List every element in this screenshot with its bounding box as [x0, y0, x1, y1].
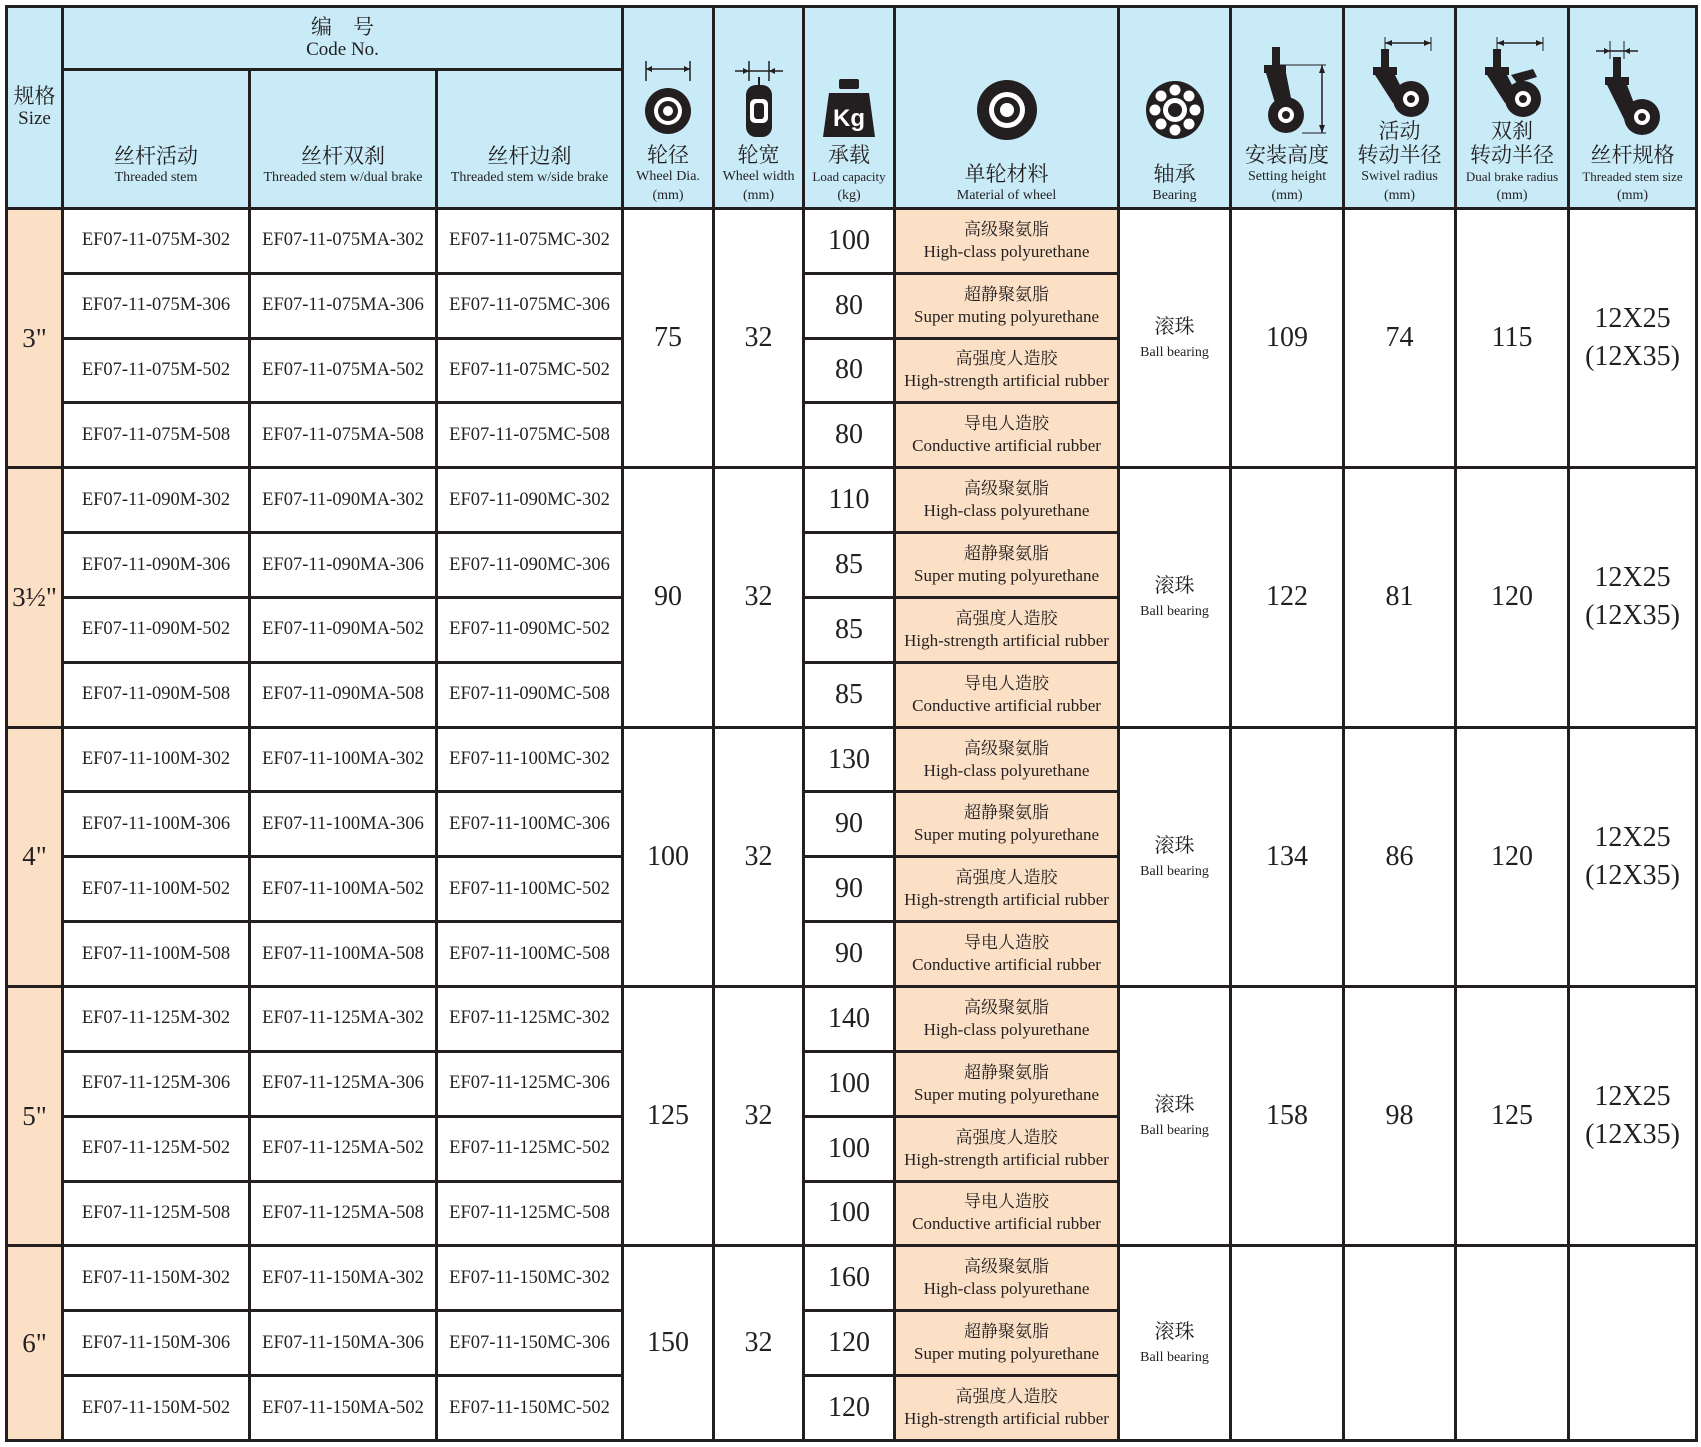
material-cell: 超静聚氨脂 Super muting polyurethane — [895, 273, 1119, 338]
code-dual-brake-cell: EF07-11-075MA-508 — [250, 403, 437, 468]
table-row — [7, 1246, 1697, 1311]
load-capacity-cell: 85 — [804, 662, 895, 727]
stem-size-cell — [1569, 1246, 1697, 1441]
code-threaded-stem-cell: EF07-11-075M-508 — [63, 403, 250, 468]
load-capacity-cell: 80 — [804, 338, 895, 403]
load-capacity-cell: 90 — [804, 857, 895, 922]
header-wheel-dia: 轮径 Wheel Dia. (mm) — [623, 7, 714, 209]
wheel-dia-cell: 100 — [623, 727, 714, 986]
material-cell: 高强度人造胶 High-strength artificial rubber — [895, 338, 1119, 403]
wheel-dia-cell: 150 — [623, 1246, 714, 1441]
header-code-dual-brake: 丝杆双刹 Threaded stem w/dual brake — [250, 69, 437, 208]
dual-brake-radius-cell: 120 — [1456, 727, 1569, 986]
code-dual-brake-cell: EF07-11-090MA-502 — [250, 597, 437, 662]
swivel-radius-cell: 74 — [1344, 208, 1456, 467]
code-threaded-stem-cell: EF07-11-075M-306 — [63, 273, 250, 338]
code-threaded-stem-cell: EF07-11-100M-508 — [63, 922, 250, 987]
caster-height-icon — [1242, 43, 1332, 139]
size-cell: 5" — [7, 986, 63, 1245]
code-dual-brake-cell: EF07-11-090MA-508 — [250, 662, 437, 727]
code-dual-brake-cell: EF07-11-150MA-306 — [250, 1311, 437, 1376]
material-cell: 高级聚氨脂 High-class polyurethane — [895, 986, 1119, 1051]
code-dual-brake-cell: EF07-11-125MA-302 — [250, 986, 437, 1051]
code-dual-brake-cell: EF07-11-090MA-306 — [250, 533, 437, 598]
swivel-radius-cell: 86 — [1344, 727, 1456, 986]
material-cell: 高级聚氨脂 High-class polyurethane — [895, 468, 1119, 533]
code-dual-brake-cell: EF07-11-090MA-302 — [250, 468, 437, 533]
material-cell: 导电人造胶 Conductive artificial rubber — [895, 403, 1119, 468]
header-code-threaded-stem: 丝杆活动 Threaded stem — [63, 69, 250, 208]
code-threaded-stem-cell: EF07-11-090M-306 — [63, 533, 250, 598]
code-dual-brake-cell: EF07-11-100MA-508 — [250, 922, 437, 987]
size-cell: 3½" — [7, 468, 63, 727]
code-threaded-stem-cell: EF07-11-090M-302 — [63, 468, 250, 533]
size-cell: 3" — [7, 208, 63, 467]
load-capacity-cell: 80 — [804, 273, 895, 338]
setting-height-cell: 134 — [1231, 727, 1344, 986]
code-side-brake-cell: EF07-11-125MC-508 — [437, 1181, 623, 1246]
code-side-brake-cell: EF07-11-075MC-502 — [437, 338, 623, 403]
material-cell: 高强度人造胶 High-strength artificial rubber — [895, 1116, 1119, 1181]
code-side-brake-cell: EF07-11-100MC-502 — [437, 857, 623, 922]
bearing-cell: 滚珠 Ball bearing — [1119, 986, 1231, 1245]
material-cell: 导电人造胶 Conductive artificial rubber — [895, 662, 1119, 727]
code-dual-brake-cell: EF07-11-150MA-502 — [250, 1376, 437, 1441]
load-capacity-cell: 120 — [804, 1376, 895, 1441]
wheel-diameter-icon — [638, 59, 698, 139]
wheel-width-cell: 32 — [714, 986, 804, 1245]
material-cell: 超静聚氨脂 Super muting polyurethane — [895, 1051, 1119, 1116]
wheel-icon — [975, 78, 1039, 142]
code-side-brake-cell: EF07-11-075MC-508 — [437, 403, 623, 468]
code-side-brake-cell: EF07-11-125MC-302 — [437, 986, 623, 1051]
caster-swivel-icon — [1355, 35, 1445, 119]
wheel-width-cell: 32 — [714, 468, 804, 727]
caster-stem-icon — [1588, 39, 1678, 139]
code-dual-brake-cell: EF07-11-125MA-502 — [250, 1116, 437, 1181]
dual-brake-radius-cell: 115 — [1456, 208, 1569, 467]
wheel-width-cell: 32 — [714, 1246, 804, 1441]
material-cell: 高级聚氨脂 High-class polyurethane — [895, 208, 1119, 273]
code-threaded-stem-cell: EF07-11-090M-502 — [63, 597, 250, 662]
load-capacity-cell: 80 — [804, 403, 895, 468]
load-capacity-cell: 140 — [804, 986, 895, 1051]
header-wheel-width: 轮宽 Wheel width (mm) — [714, 7, 804, 209]
svg-text:Kg: Kg — [833, 104, 866, 132]
code-side-brake-cell: EF07-11-125MC-306 — [437, 1051, 623, 1116]
code-side-brake-cell: EF07-11-090MC-306 — [437, 533, 623, 598]
swivel-radius-cell: 81 — [1344, 468, 1456, 727]
stem-size-cell: 12X25 (12X35) — [1569, 208, 1697, 467]
setting-height-cell: 109 — [1231, 208, 1344, 467]
code-side-brake-cell: EF07-11-090MC-508 — [437, 662, 623, 727]
load-capacity-cell: 130 — [804, 727, 895, 792]
material-cell: 超静聚氨脂 Super muting polyurethane — [895, 792, 1119, 857]
code-dual-brake-cell: EF07-11-075MA-306 — [250, 273, 437, 338]
code-side-brake-cell: EF07-11-100MC-508 — [437, 922, 623, 987]
code-side-brake-cell: EF07-11-075MC-302 — [437, 208, 623, 273]
material-cell: 高强度人造胶 High-strength artificial rubber — [895, 597, 1119, 662]
stem-size-cell: 12X25 (12X35) — [1569, 727, 1697, 986]
code-threaded-stem-cell: EF07-11-150M-302 — [63, 1246, 250, 1311]
material-cell: 超静聚氨脂 Super muting polyurethane — [895, 1311, 1119, 1376]
code-dual-brake-cell: EF07-11-100MA-302 — [250, 727, 437, 792]
table-row — [7, 986, 1697, 1051]
code-dual-brake-cell: EF07-11-150MA-302 — [250, 1246, 437, 1311]
code-threaded-stem-cell: EF07-11-075M-502 — [63, 338, 250, 403]
material-cell: 高级聚氨脂 High-class polyurethane — [895, 727, 1119, 792]
code-threaded-stem-cell: EF07-11-125M-508 — [63, 1181, 250, 1246]
table-row — [7, 208, 1697, 273]
code-threaded-stem-cell: EF07-11-090M-508 — [63, 662, 250, 727]
code-side-brake-cell: EF07-11-090MC-302 — [437, 468, 623, 533]
code-dual-brake-cell: EF07-11-075MA-502 — [250, 338, 437, 403]
header-material: 单轮材料 Material of wheel — [895, 7, 1119, 209]
caster-spec-table — [5, 5, 1698, 1442]
bearing-cell: 滚珠 Ball bearing — [1119, 1246, 1231, 1441]
kg-weight-icon — [819, 59, 879, 139]
bearing-cell: 滚珠 Ball bearing — [1119, 727, 1231, 986]
material-cell: 导电人造胶 Conductive artificial rubber — [895, 922, 1119, 987]
load-capacity-cell: 90 — [804, 922, 895, 987]
stem-size-cell: 12X25 (12X35) — [1569, 468, 1697, 727]
code-threaded-stem-cell: EF07-11-075M-302 — [63, 208, 250, 273]
bearing-cell: 滚珠 Ball bearing — [1119, 468, 1231, 727]
size-cell: 6" — [7, 1246, 63, 1441]
header-stem-size: 丝杆规格 Threaded stem size (mm) — [1569, 7, 1697, 209]
setting-height-cell: 158 — [1231, 986, 1344, 1245]
load-capacity-cell: 85 — [804, 597, 895, 662]
material-cell: 高强度人造胶 High-strength artificial rubber — [895, 1376, 1119, 1441]
setting-height-cell: 122 — [1231, 468, 1344, 727]
wheel-width-icon — [729, 59, 789, 139]
material-cell: 高级聚氨脂 High-class polyurethane — [895, 1246, 1119, 1311]
header-load-capacity: Kg 承载 Load capacity (kg) — [804, 7, 895, 209]
code-side-brake-cell: EF07-11-100MC-306 — [437, 792, 623, 857]
code-dual-brake-cell: EF07-11-075MA-302 — [250, 208, 437, 273]
load-capacity-cell: 100 — [804, 1181, 895, 1246]
header-size: 规格 Size — [7, 7, 63, 209]
code-threaded-stem-cell: EF07-11-150M-502 — [63, 1376, 250, 1441]
dual-brake-radius-cell: 120 — [1456, 468, 1569, 727]
wheel-dia-cell: 75 — [623, 208, 714, 467]
header-code-side-brake: 丝杆边刹 Threaded stem w/side brake — [437, 69, 623, 208]
stem-size-cell: 12X25 (12X35) — [1569, 986, 1697, 1245]
code-side-brake-cell: EF07-11-150MC-302 — [437, 1246, 623, 1311]
code-side-brake-cell: EF07-11-075MC-306 — [437, 273, 623, 338]
header-bearing: 轴承 Bearing — [1119, 7, 1231, 209]
load-capacity-cell: 100 — [804, 1051, 895, 1116]
code-threaded-stem-cell: EF07-11-150M-306 — [63, 1311, 250, 1376]
swivel-radius-cell — [1344, 1246, 1456, 1441]
load-capacity-cell: 110 — [804, 468, 895, 533]
code-threaded-stem-cell: EF07-11-100M-306 — [63, 792, 250, 857]
wheel-width-cell: 32 — [714, 208, 804, 467]
header-dual-brake-radius: 双刹 转动半径 Dual brake radius (mm) — [1456, 7, 1569, 209]
code-side-brake-cell: EF07-11-150MC-306 — [437, 1311, 623, 1376]
code-side-brake-cell: EF07-11-090MC-502 — [437, 597, 623, 662]
code-dual-brake-cell: EF07-11-125MA-508 — [250, 1181, 437, 1246]
ball-bearing-icon — [1143, 78, 1207, 142]
size-cell: 4" — [7, 727, 63, 986]
code-side-brake-cell: EF07-11-100MC-302 — [437, 727, 623, 792]
bearing-cell: 滚珠 Ball bearing — [1119, 208, 1231, 467]
dual-brake-radius-cell — [1456, 1246, 1569, 1441]
code-dual-brake-cell: EF07-11-100MA-502 — [250, 857, 437, 922]
dual-brake-radius-cell: 125 — [1456, 986, 1569, 1245]
code-threaded-stem-cell: EF07-11-125M-502 — [63, 1116, 250, 1181]
code-threaded-stem-cell: EF07-11-100M-302 — [63, 727, 250, 792]
code-dual-brake-cell: EF07-11-125MA-306 — [250, 1051, 437, 1116]
material-cell: 导电人造胶 Conductive artificial rubber — [895, 1181, 1119, 1246]
load-capacity-cell: 100 — [804, 208, 895, 273]
wheel-width-cell: 32 — [714, 727, 804, 986]
code-side-brake-cell: EF07-11-125MC-502 — [437, 1116, 623, 1181]
table-row — [7, 727, 1697, 792]
wheel-dia-cell: 90 — [623, 468, 714, 727]
material-cell: 高强度人造胶 High-strength artificial rubber — [895, 857, 1119, 922]
setting-height-cell — [1231, 1246, 1344, 1441]
load-capacity-cell: 90 — [804, 792, 895, 857]
header-code-no: 编 号 Code No. — [63, 7, 623, 70]
material-cell: 超静聚氨脂 Super muting polyurethane — [895, 533, 1119, 598]
header-swivel-radius: 活动 转动半径 Swivel radius (mm) — [1344, 7, 1456, 209]
code-side-brake-cell: EF07-11-150MC-502 — [437, 1376, 623, 1441]
table-row — [7, 468, 1697, 533]
code-threaded-stem-cell: EF07-11-125M-306 — [63, 1051, 250, 1116]
load-capacity-cell: 160 — [804, 1246, 895, 1311]
wheel-dia-cell: 125 — [623, 986, 714, 1245]
load-capacity-cell: 100 — [804, 1116, 895, 1181]
swivel-radius-cell: 98 — [1344, 986, 1456, 1245]
code-threaded-stem-cell: EF07-11-100M-502 — [63, 857, 250, 922]
load-capacity-cell: 120 — [804, 1311, 895, 1376]
load-capacity-cell: 85 — [804, 533, 895, 598]
code-dual-brake-cell: EF07-11-100MA-306 — [250, 792, 437, 857]
caster-brake-icon — [1467, 35, 1557, 119]
header-setting-height: 安装高度 Setting height (mm) — [1231, 7, 1344, 209]
code-threaded-stem-cell: EF07-11-125M-302 — [63, 986, 250, 1051]
